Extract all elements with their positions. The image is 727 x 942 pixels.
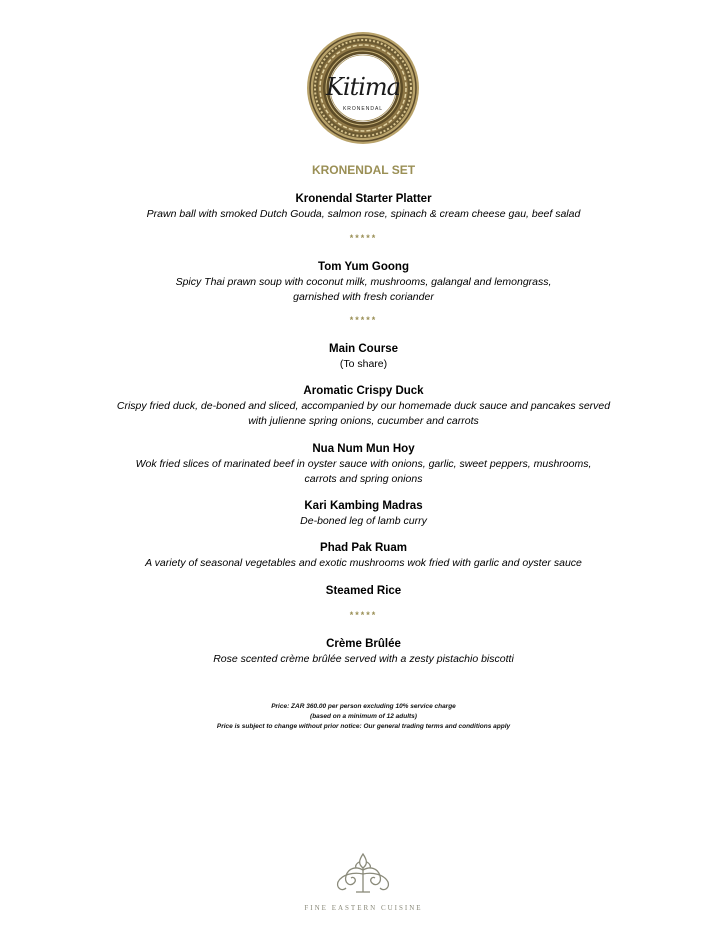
section-heading: Main Course [328, 343, 398, 355]
vegetable-dish [0, 541, 727, 571]
course-separator: ***** [349, 233, 378, 243]
footer-tagline: FINE EASTERN CUISINE [304, 904, 423, 912]
dish-name: Kronendal Starter Platter [295, 193, 432, 205]
terms-note: Price is subject to change without prior notice: Our general trading terms and conditions apply [216, 723, 511, 730]
dish-description: A variety of seasonal vegetables and exotic mushrooms wok fried with garlic and oyster sauce [145, 557, 582, 569]
dish-description-line: Wok fried slices of marinated beef in oyster sauce with onions, garlic, sweet peppers, mushrooms, [135, 458, 592, 470]
dish-name: Crème Brûlée [326, 638, 401, 650]
dessert-course [0, 637, 727, 667]
minimum-note: (based on a minimum of 12 adults) [310, 713, 417, 720]
lotus-ornament-icon [334, 852, 392, 896]
dish-name: Nua Num Mun Hoy [312, 443, 415, 455]
course-separator: ***** [349, 315, 378, 325]
dish-name: Steamed Rice [325, 585, 402, 597]
course-separator: ***** [349, 610, 378, 620]
dish-description-line: Spicy Thai prawn soup with coconut milk, mushrooms, galangal and lemongrass, [175, 276, 552, 288]
dish-name: Aromatic Crispy Duck [303, 385, 424, 397]
dish-description: Prawn ball with smoked Dutch Gouda, salmon rose, spinach & cream cheese gau, beef salad [146, 208, 581, 220]
dish-name: Tom Yum Goong [318, 261, 409, 273]
brand-logo [306, 31, 420, 145]
lamb-dish [0, 499, 727, 529]
rice-dish [0, 584, 727, 599]
section-note: (To share) [339, 358, 388, 370]
soup-course [0, 260, 727, 304]
footer-emblem [334, 852, 392, 896]
set-title: KRONENDAL SET [311, 163, 416, 177]
dish-description-line: Crispy fried duck, de-boned and sliced, accompanied by our homemade duck sauce and pancakes served [116, 400, 611, 412]
beef-dish [0, 442, 727, 486]
price-line: Price: ZAR 360.00 per person excluding 10% service charge [271, 703, 456, 710]
main-course-heading [0, 342, 727, 372]
logo-location: KRONENDAL [342, 106, 384, 112]
dish-name: Phad Pak Ruam [320, 542, 407, 554]
dish-description-line: with julienne spring onions, cucumber and carrots [248, 414, 479, 427]
logo-wordmark: Kitima [326, 73, 400, 101]
dish-description: Rose scented crème brûlée served with a zesty pistachio biscotti [213, 653, 514, 665]
dish-name: Kari Kambing Madras [304, 500, 423, 512]
dish-description-line: garnished with fresh coriander [293, 290, 434, 303]
duck-dish [0, 384, 727, 428]
dish-description-line: carrots and spring onions [304, 472, 423, 485]
dish-description: De-boned leg of lamb curry [300, 515, 427, 527]
starter-course [0, 192, 727, 222]
